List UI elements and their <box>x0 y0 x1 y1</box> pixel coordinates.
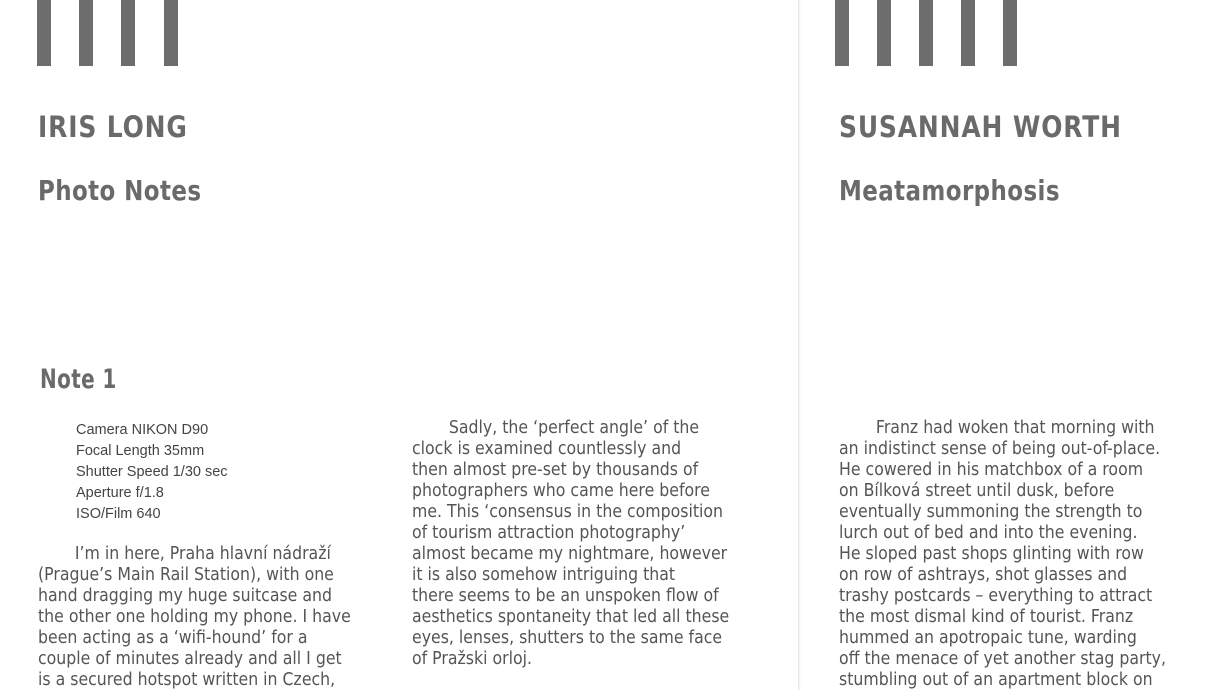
text-line: been acting as a ‘wifi-hound’ for a <box>38 628 308 648</box>
text-line: stumbling out of an apartment block on <box>839 670 1153 690</box>
text-line: Sadly, the ‘perfect angle’ of the <box>448 418 700 438</box>
decorative-bar <box>1003 0 1017 66</box>
camera-specs-list <box>76 420 228 525</box>
body-paragraph-1 <box>38 544 351 690</box>
text-line: off the menace of yet another stag party, <box>839 649 1167 669</box>
body-paragraph-2 <box>412 418 729 670</box>
text-line: He cowered in his matchbox of a room <box>839 460 1144 480</box>
text-line: trashy postcards – everything to attract <box>839 586 1153 606</box>
spec-camera: Camera NIKON D90 <box>76 422 209 438</box>
spec-aperture: Aperture f/1.8 <box>76 485 164 501</box>
text-line: there seems to be an unspoken flow of <box>412 586 719 606</box>
decorative-bar <box>121 0 135 66</box>
decorative-bar <box>79 0 93 66</box>
article-title: Meatamorphosis <box>839 174 1060 207</box>
text-line: of Pražski orloj. <box>412 649 533 669</box>
text-line: I’m in here, Praha hlavní nádraží <box>74 544 331 564</box>
text-line: (Prague’s Main Rail Station), with one <box>38 565 334 585</box>
text-line: hand dragging my huge suitcase and <box>38 586 333 606</box>
text-line: Franz had woken that morning with <box>875 418 1155 438</box>
decorative-bar <box>835 0 849 66</box>
note-title: Note 1 <box>40 364 117 395</box>
text-line: is a secured hotspot written in Czech, <box>38 670 336 690</box>
text-line: almost became my nightmare, however <box>412 544 728 564</box>
text-line: the other one holding my phone. I have <box>38 607 351 627</box>
author-name: SUSANNAH WORTH <box>839 110 1122 144</box>
text-line: an indistinct sense of being out-of-place. <box>839 439 1161 459</box>
text-line: lurch out of bed and into the evening. <box>839 523 1138 543</box>
text-line: aesthetics spontaneity that led all these <box>412 607 730 627</box>
text-line: the most dismal kind of tourist. Franz <box>839 607 1134 627</box>
text-line: couple of minutes already and all I get <box>38 649 342 669</box>
decorative-bar <box>37 0 51 66</box>
text-line: photographers who came here before <box>412 481 710 501</box>
right-page <box>801 0 1208 690</box>
text-line: me. This ‘consensus in the composition <box>412 502 724 522</box>
text-line: then almost pre-set by thousands of <box>412 460 699 480</box>
text-line: on row of ashtrays, shot glasses and <box>839 565 1128 585</box>
spec-focal-length: Focal Length 35mm <box>76 443 205 459</box>
text-line: eventually summoning the strength to <box>839 502 1143 522</box>
decorative-bar <box>961 0 975 66</box>
body-paragraph-1 <box>839 418 1166 690</box>
text-line: eyes, lenses, shutters to the same face <box>412 628 723 648</box>
spec-iso: ISO/Film 640 <box>76 506 161 522</box>
text-line: clock is examined countlessly and <box>412 439 682 459</box>
decorative-bar <box>919 0 933 66</box>
text-line: of tourism attraction photography’ <box>412 523 686 543</box>
decorative-bar <box>164 0 178 66</box>
text-line: hummed an apotropaic tune, warding <box>839 628 1137 648</box>
article-title: Photo Notes <box>38 174 202 207</box>
decorative-bar <box>877 0 891 66</box>
text-line: He sloped past shops glinting with row <box>839 544 1144 564</box>
author-name: IRIS LONG <box>38 110 188 144</box>
text-line: it is also somehow intriguing that <box>412 565 676 585</box>
spec-shutter-speed: Shutter Speed 1/30 sec <box>76 464 228 480</box>
text-line: on Bílková street until dusk, before <box>839 481 1115 501</box>
